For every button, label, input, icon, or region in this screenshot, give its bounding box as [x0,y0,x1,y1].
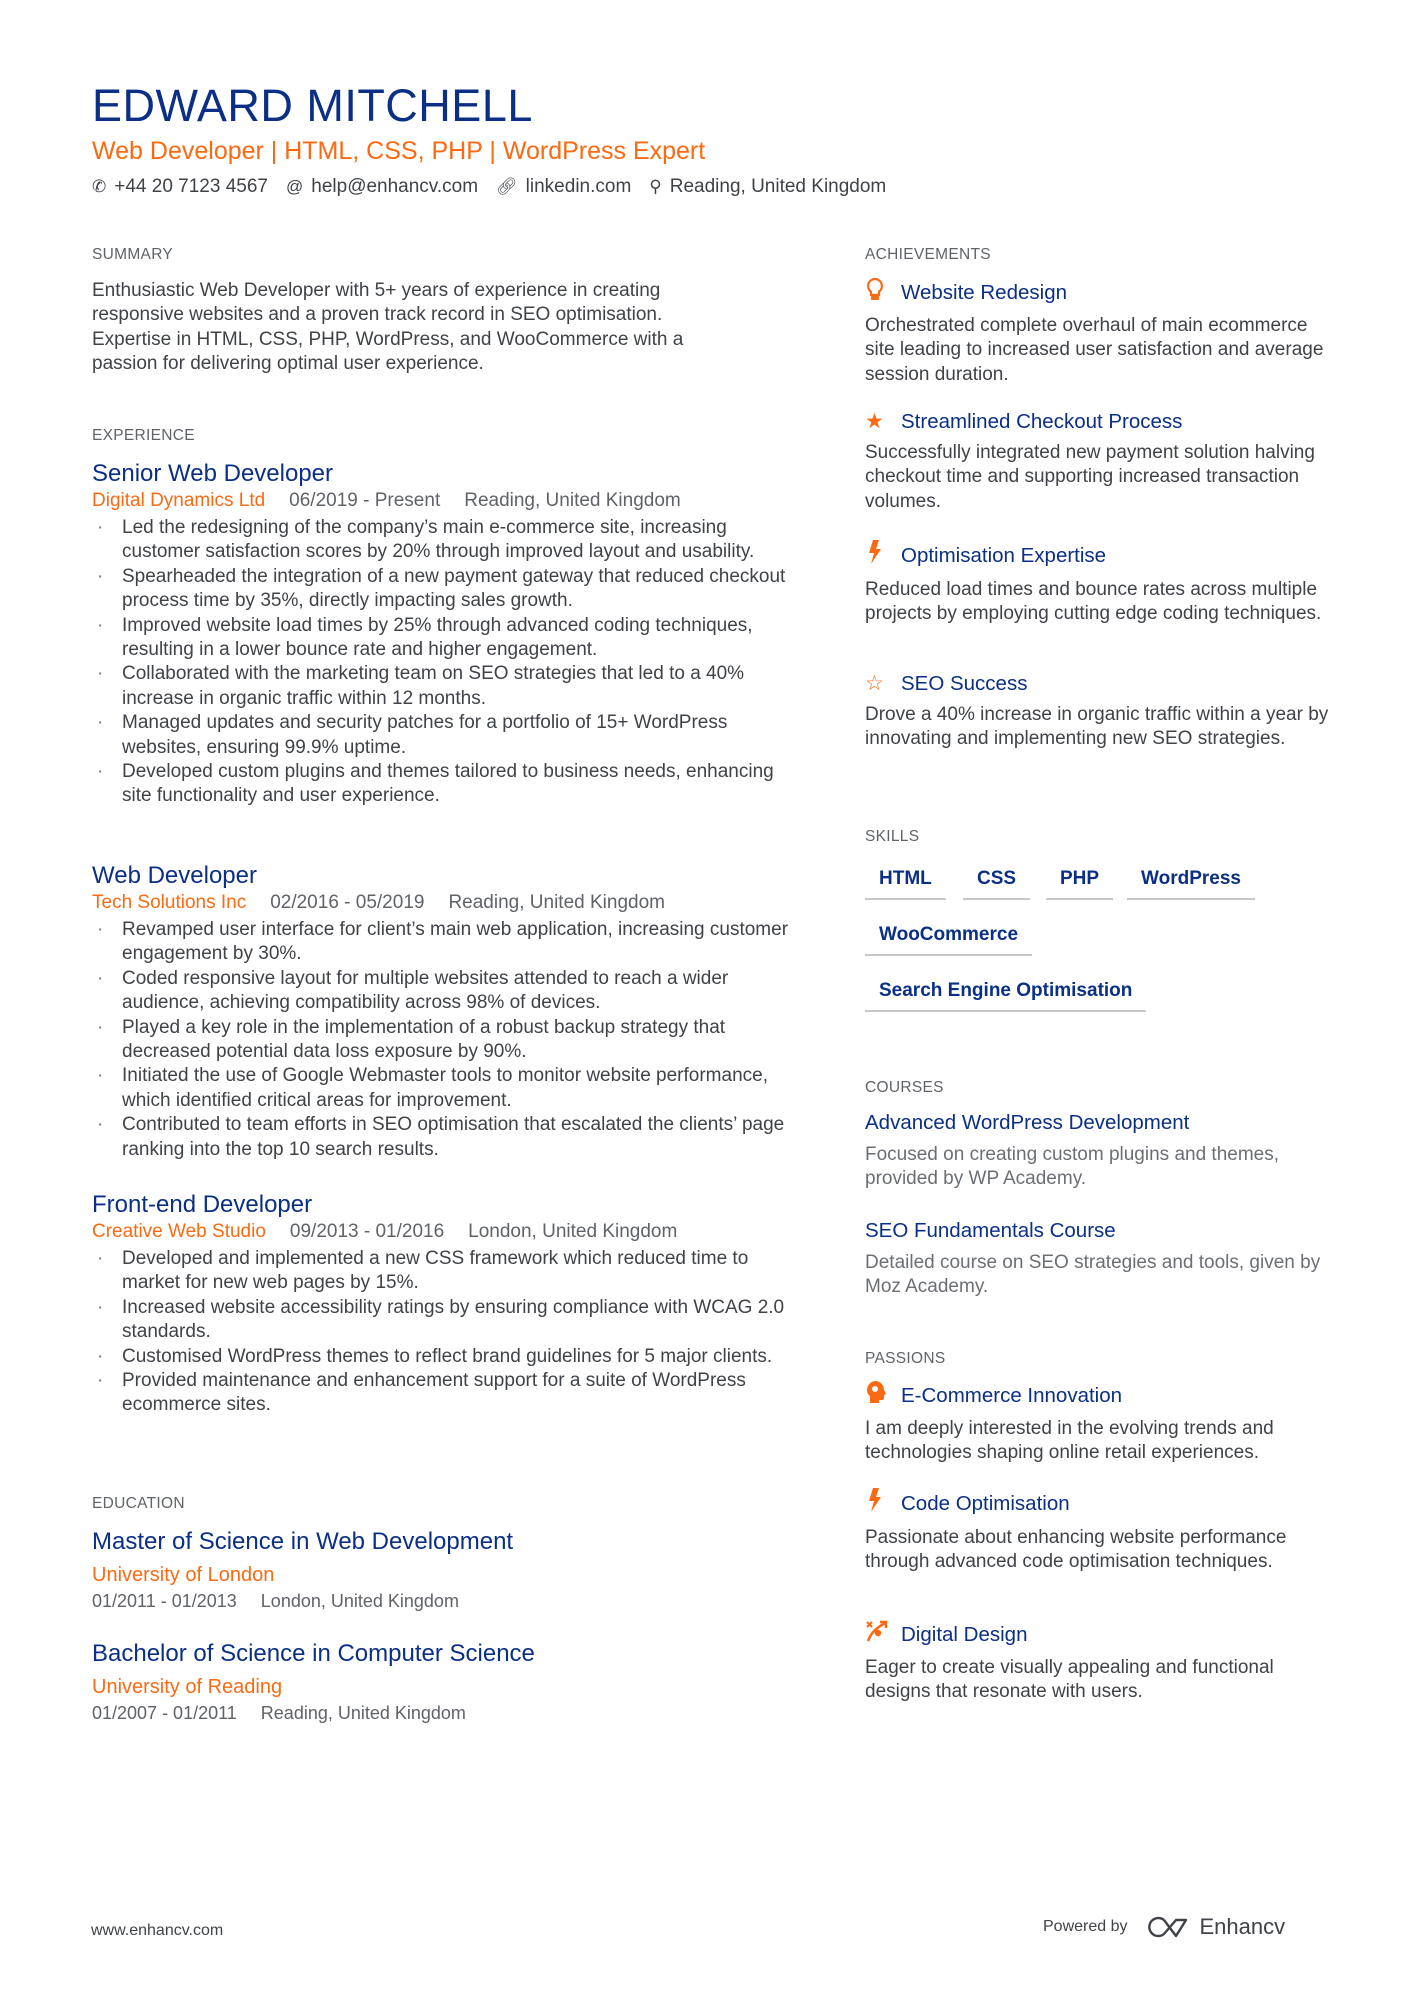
phone-icon: ✆ [92,177,107,196]
footer-website-link[interactable]: www.enhancv.com [91,1922,224,1939]
candidate-title: Web Developer | HTML, CSS, PHP | WordPress Expert [92,137,706,165]
enhancv-logo-icon [1146,1915,1192,1939]
achievement-item [865,539,1330,627]
design-path-icon [865,1619,901,1651]
passion-item [865,1380,1330,1466]
contact-email[interactable] [286,176,478,198]
skill-tag: WordPress [1127,868,1255,900]
passion-title: Code Optimisation [901,1492,1070,1515]
achievement-desc: Drove a 40% increase in organic traffic within a year by innovating and implementing new SEO strategies. [865,704,1329,750]
bullet: · Coded responsive layout for multiple websites attended to reach a wider audience, achieving compatibility across 98% of devices. [92,967,792,1016]
achievement-title: Streamlined Checkout Process [901,410,1183,433]
skill-tag: CSS [963,868,1030,900]
job-title: Senior Web Developer [92,460,334,487]
bullet: · Played a key role in the implementation of a robust backup strategy that decreased potential data loss exposure by 90%. [92,1016,792,1065]
contact-location [649,176,886,198]
job-company: Creative Web Studio [92,1221,266,1242]
enhancv-logo[interactable] [1146,1914,1286,1940]
job-company: Digital Dynamics Ltd [92,490,266,511]
section-label-skills: SKILLS [865,828,920,845]
job-bullets [92,1247,792,1418]
section-label-experience: EXPERIENCE [92,427,195,444]
passion-desc: I am deeply interested in the evolving trends and technologies shaping online retail experiences. [865,1418,1274,1464]
passion-item [865,1619,1330,1705]
course-desc: Focused on creating custom plugins and themes, provided by WP Academy. [865,1144,1280,1190]
job-title: Front-end Developer [92,1191,313,1218]
skill-tag: PHP [1046,868,1113,900]
course-item [865,1217,1330,1300]
job-title: Web Developer [92,862,257,889]
job-company: Tech Solutions Inc [92,892,247,913]
bullet: · Developed custom plugins and themes tailored to business needs, enhancing site functionality and user experience. [92,760,792,809]
brand-name: Enhancv [1199,1914,1286,1939]
at-icon: @ [286,177,304,196]
bullet: · Led the redesigning of the company’s main e-commerce site, increasing customer satisfaction scores by 20% through improved layout and usability. [92,516,792,565]
course-desc: Detailed course on SEO strategies and tools, given by Moz Academy. [865,1252,1321,1298]
edu-location: London, United Kingdom [260,1591,459,1611]
skill-tag: HTML [865,868,946,900]
email-text[interactable]: help@enhancv.com [311,176,479,197]
achievement-item [865,408,1330,514]
degree: Bachelor of Science in Computer Science [92,1640,535,1667]
section-label-summary: SUMMARY [92,246,174,263]
course-title: Advanced WordPress Development [865,1111,1190,1134]
edu-location: Reading, United Kingdom [260,1703,466,1723]
footer-powered-by[interactable] [1043,1914,1285,1940]
powered-by-text: Powered by [1043,1918,1128,1935]
job-bullets [92,516,792,809]
bullet: · Provided maintenance and enhancement support for a suite of WordPress ecommerce sites. [92,1369,792,1418]
contact-bar [92,176,886,198]
bullet: · Contributed to team efforts in SEO optimisation that escalated the clients’ page ranking into the top 10 search results. [92,1113,792,1162]
lightbulb-icon [865,277,901,309]
section-label-courses: COURSES [865,1079,944,1096]
achievement-desc: Orchestrated complete overhaul of main ecommerce site leading to increased user satisfaction and average session duration. [865,315,1324,385]
lightning-icon [865,1487,901,1521]
bullet: · Spearheaded the integration of a new payment gateway that reduced checkout process time by 35%, directly impacting sales growth. [92,565,792,614]
linkedin-text[interactable]: linkedin.com [525,176,632,197]
job-entry [92,862,792,1162]
bullet: · Collaborated with the marketing team on SEO strategies that led to a 40% increase in organic traffic within 12 months. [92,662,792,711]
passion-title: E-Commerce Innovation [901,1384,1123,1407]
course-title: SEO Fundamentals Course [865,1219,1116,1242]
job-dates: 06/2019 - Present [289,490,441,511]
bullet: · Improved website load times by 25% through advanced coding techniques, resulting in a lower bounce rate and higher engagement. [92,614,792,663]
job-entry [92,460,792,809]
lightning-icon [865,539,901,573]
section-label-achievements: ACHIEVEMENTS [865,246,991,263]
job-bullets [92,918,792,1162]
bullet: · Initiated the use of Google Webmaster tools to monitor website performance, which identified critical areas for improvement. [92,1064,792,1113]
summary-text: Enthusiastic Web Developer with 5+ years of experience in creating responsive websites and a proven track record in SEO optimisation. Expertise in HTML, CSS, PHP, WordPress, and WooCommerce with a passion for delivering optimal user experience. [92,280,684,375]
bullet: · Customised WordPress themes to reflect brand guidelines for 5 major clients. [92,1345,792,1369]
job-dates: 02/2016 - 05/2019 [270,892,425,913]
location-pin-icon: ⚲ [649,177,662,196]
school: University of London [92,1564,275,1586]
bullet: · Developed and implemented a new CSS framework which reduced time to market for new web pages by 15%. [92,1247,792,1296]
contact-phone [92,176,268,198]
star-outline-icon: ☆ [865,672,884,695]
star-filled-icon: ★ [865,410,884,433]
bullet: · Increased website accessibility ratings by ensuring compliance with WCAG 2.0 standards. [92,1296,792,1345]
school: University of Reading [92,1676,283,1698]
course-item [865,1109,1330,1192]
education-entry [92,1527,792,1613]
achievement-desc: Successfully integrated new payment solution halving checkout time and supporting increased transaction volumes. [865,442,1315,512]
passion-item [865,1487,1330,1575]
link-icon: 🔗︎ [496,177,518,196]
location-text: Reading, United Kingdom [669,176,887,197]
achievement-title: Optimisation Expertise [901,544,1107,567]
edu-dates: 01/2007 - 01/2011 [92,1703,237,1723]
degree: Master of Science in Web Development [92,1528,514,1555]
job-location: Reading, United Kingdom [448,892,665,913]
achievement-title: SEO Success [901,672,1028,695]
section-label-education: EDUCATION [92,1495,185,1512]
education-entry [92,1639,792,1725]
job-entry [92,1191,792,1418]
bullet: · Managed updates and security patches for a portfolio of 15+ WordPress websites, ensuring 99.9% uptime. [92,711,792,760]
skill-tag: Search Engine Optimisation [865,980,1146,1012]
achievement-item [865,670,1330,752]
achievement-item [865,277,1330,387]
skill-tag: WooCommerce [865,924,1032,956]
achievement-desc: Reduced load times and bounce rates across multiple projects by employing cutting edge coding techniques. [865,579,1322,625]
job-location: Reading, United Kingdom [464,490,681,511]
phone-text: +44 20 7123 4567 [114,176,268,197]
section-label-passions: PASSIONS [865,1350,946,1367]
passion-desc: Passionate about enhancing website performance through advanced code optimisation techniques. [865,1527,1287,1573]
job-location: London, United Kingdom [468,1221,678,1242]
job-dates: 09/2013 - 01/2016 [289,1221,445,1242]
achievement-title: Website Redesign [901,281,1067,304]
candidate-name: EDWARD MITCHELL [92,80,533,131]
bullet: · Revamped user interface for client’s main web application, increasing customer engagement by 30%. [92,918,792,967]
passion-desc: Eager to create visually appealing and functional designs that resonate with users. [865,1657,1274,1703]
contact-linkedin[interactable] [496,176,631,198]
passion-title: Digital Design [901,1623,1028,1646]
edu-dates: 01/2011 - 01/2013 [92,1591,237,1611]
head-brain-icon [865,1380,901,1412]
